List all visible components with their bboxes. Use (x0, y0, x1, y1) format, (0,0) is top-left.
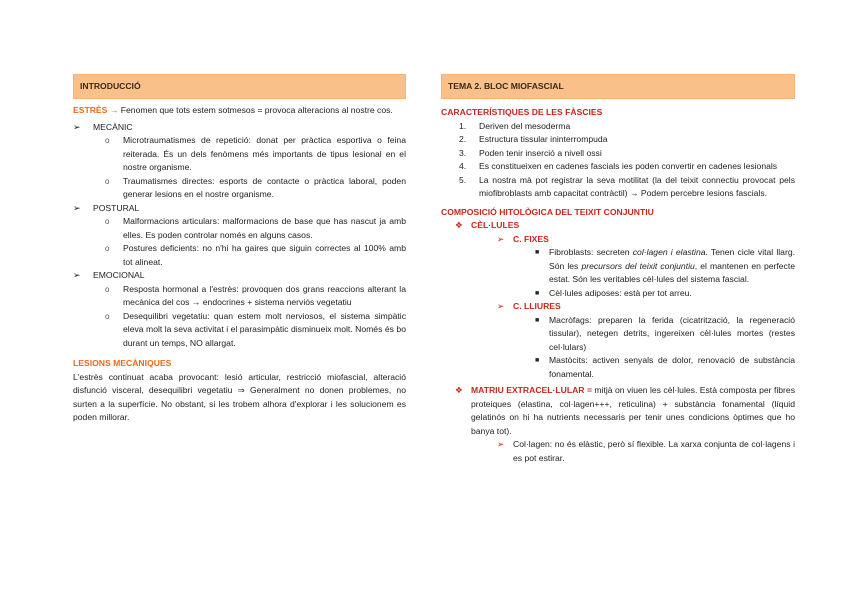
estres-paragraph (73, 104, 406, 118)
macrofags-text: Macròfags: preparen la ferida (cicatrització, la regeneració tissular), netegen detrits, ingereixen cèl·lules mortes (restes cel·lulars) (549, 314, 795, 352)
numbered-item-text: La nostra mà pot registrar la seva motilitat (la del teixit connectiu provocat pels miofibroblasts amb capacitat contràctil) → Podem percebre lesions fascials. (479, 174, 795, 198)
square-bullet-icon: ■ (535, 249, 540, 256)
list-item-mastocits (535, 354, 795, 381)
lesions-paragraph: L'estrès continuat acaba provocant: lesió articular, restricció miofascial, alteració disfunció visceral, desequilibri vegetatiu ⇒ Generalment no donen problemes, no surten a la superfície. No obstant, si les trobem alhora d'explorar i les solucionem es poden millorar. (73, 371, 406, 422)
item-number: 4. (459, 161, 467, 171)
numbered-item (459, 147, 795, 161)
list-item-text: Malformacions articulars: malformacions de base que has nascut ja amb elles. Es poden controlar només en alguns casos. (123, 216, 406, 240)
fibro-text-a: Fibroblasts: secreten (549, 247, 633, 257)
diamond-bullet-icon: ❖ (455, 385, 463, 395)
list-item (105, 134, 406, 175)
intro-banner (73, 74, 406, 99)
colagen-item (497, 438, 795, 465)
item-number: 5. (459, 174, 467, 185)
list-item (105, 175, 406, 202)
numbered-item-text: Estructura tissular ininterrompuda (479, 134, 608, 144)
colagen-text: Col·lagen: no és elàstic, però sí flexible. La xarxa conjunta de col·lagens i es pot estirar. (513, 439, 795, 463)
circle-bullet-icon: o (105, 217, 110, 226)
list-item-text: Traumatismes directes: esports de contacte o pràctica laboral, poden generar lesions en el nostre organisme. (123, 175, 406, 199)
arrow-bullet-icon: ➢ (73, 121, 81, 132)
fibro-text-b: . Tenen cicle vital llarg. Són les (549, 247, 795, 271)
fixes-label: C. FIXES (513, 233, 549, 244)
arrow-bullet-icon: ➢ (497, 233, 505, 244)
lliures-label: C. LLIURES (513, 301, 561, 311)
circle-bullet-icon: o (105, 284, 110, 294)
section-title: POSTURAL (93, 202, 140, 213)
circle-bullet-icon: o (105, 244, 110, 253)
cellules-label: CÈL·LULES (471, 220, 520, 230)
numbered-item (459, 160, 795, 174)
list-item-text: Desequilibri vegetatiu: quan estem molt nerviosos, el sistema simpàtic eleva molt la seva activitat i el parasimpàtic disminueix molt. Només és bo durant un temps, NO allargat. (123, 310, 406, 348)
matriu-item (455, 384, 795, 438)
right-column (441, 74, 795, 465)
estres-label: ESTRÈS (73, 105, 108, 115)
left-column (73, 74, 406, 425)
fixes-heading (497, 233, 795, 247)
item-number: 3. (459, 147, 467, 158)
circle-bullet-icon: o (105, 176, 110, 186)
section-emocional (73, 269, 406, 283)
fibro-text-c: , el mantenen en perfecte estat. Són les veritables cèl·lules del sistema fascial. (549, 260, 796, 284)
composicio-title: COMPOSICIÓ HITOLÒGICA DEL TEIXIT CONJUNTIU (441, 206, 654, 217)
numbered-item (459, 120, 795, 134)
estres-text: Fenomen que tots estem sotmesos = provoca alteracions al nostre cos. (120, 105, 393, 115)
list-item-text: Microtraumatismes de repetició: donat per pràctica esportiva o feina reiterada. És un dels fenòmens més importants de tipus lesional en el nostre organisme. (123, 135, 406, 172)
list-item-macrofags (535, 314, 795, 355)
list-item-text: Resposta hormonal a l'estrès: provoquen dos grans reaccions alterant la mecànica del cos → endocrines + sistema nerviós vegetatiu (123, 283, 406, 307)
diamond-bullet-icon: ❖ (455, 220, 463, 230)
section-title: EMOCIONAL (93, 270, 145, 280)
fibroblasts-text (549, 246, 795, 287)
list-item-text: Postures deficients: no n'hi ha gaires que siguin correctes al 100% amb tot alineat. (123, 243, 406, 267)
numbered-item (459, 174, 795, 201)
circle-bullet-icon: o (105, 311, 110, 321)
circle-bullet-icon: o (105, 136, 110, 145)
caract-title: CARACTERÍSTIQUES DE LES FÀSCIES (441, 107, 603, 117)
square-bullet-icon: ■ (535, 357, 540, 364)
numbered-item-text: Es constitueixen en cadenes fascials ies poden convertir en cadenes lesionals (479, 161, 778, 171)
list-item (105, 242, 406, 269)
list-item (105, 215, 406, 242)
arrow-bullet-icon: ➢ (73, 270, 81, 280)
arrow-bullet-icon: ➢ (497, 439, 505, 449)
fibro-emphasis-1: col·lagen i elastina (632, 247, 706, 257)
section-postural (73, 202, 406, 216)
numbered-item-text: Deriven del mesoderma (479, 120, 571, 131)
matriu-text: mitjà on viuen les cèl·lules. Està composta per fibres proteiques (elastina, col·lagen+++, reticulina) + substància fonamental (líquid gelatinós on hi ha nutrients necessaris per tenir unes condicions òptimes que ho banya tot). (471, 385, 795, 436)
fibro-emphasis-2: precursors del teixit conjuntiu (581, 260, 695, 271)
matriu-label: MATRIU EXTRACEL·LULAR = (471, 385, 592, 395)
intro-banner-title: INTRODUCCIÓ (80, 80, 141, 91)
numbered-item-text: Poden tenir inserció a nivell ossi (479, 147, 602, 158)
mastocits-text: Mastòcits: activen senyals de dolor, renovació de substància fonamental. (549, 355, 795, 379)
matriu-paragraph (471, 384, 795, 438)
lliures-heading (497, 300, 795, 314)
estres-arrow: → (109, 105, 119, 115)
list-item-fibroblasts (535, 246, 795, 287)
item-number: 1. (459, 120, 467, 131)
square-bullet-icon: ■ (535, 316, 540, 324)
lesions-title: LESIONS MECÀNIQUES (73, 358, 172, 368)
adiposes-text: Cèl·lules adiposes: està per tot arreu. (549, 287, 692, 298)
list-item (105, 283, 406, 310)
list-item-adiposes (535, 287, 795, 301)
arrow-bullet-icon: ➢ (73, 202, 81, 213)
tema2-banner-title: TEMA 2. BLOC MIOFASCIAL (448, 80, 564, 91)
square-bullet-icon: ■ (535, 289, 540, 297)
item-number: 2. (459, 134, 467, 144)
numbered-item (459, 133, 795, 147)
tema2-banner (441, 74, 795, 99)
section-mecanic (73, 121, 406, 135)
section-title: MECÀNIC (93, 121, 133, 132)
cellules-heading (455, 219, 795, 233)
arrow-bullet-icon: ➢ (497, 301, 505, 311)
list-item (105, 310, 406, 351)
